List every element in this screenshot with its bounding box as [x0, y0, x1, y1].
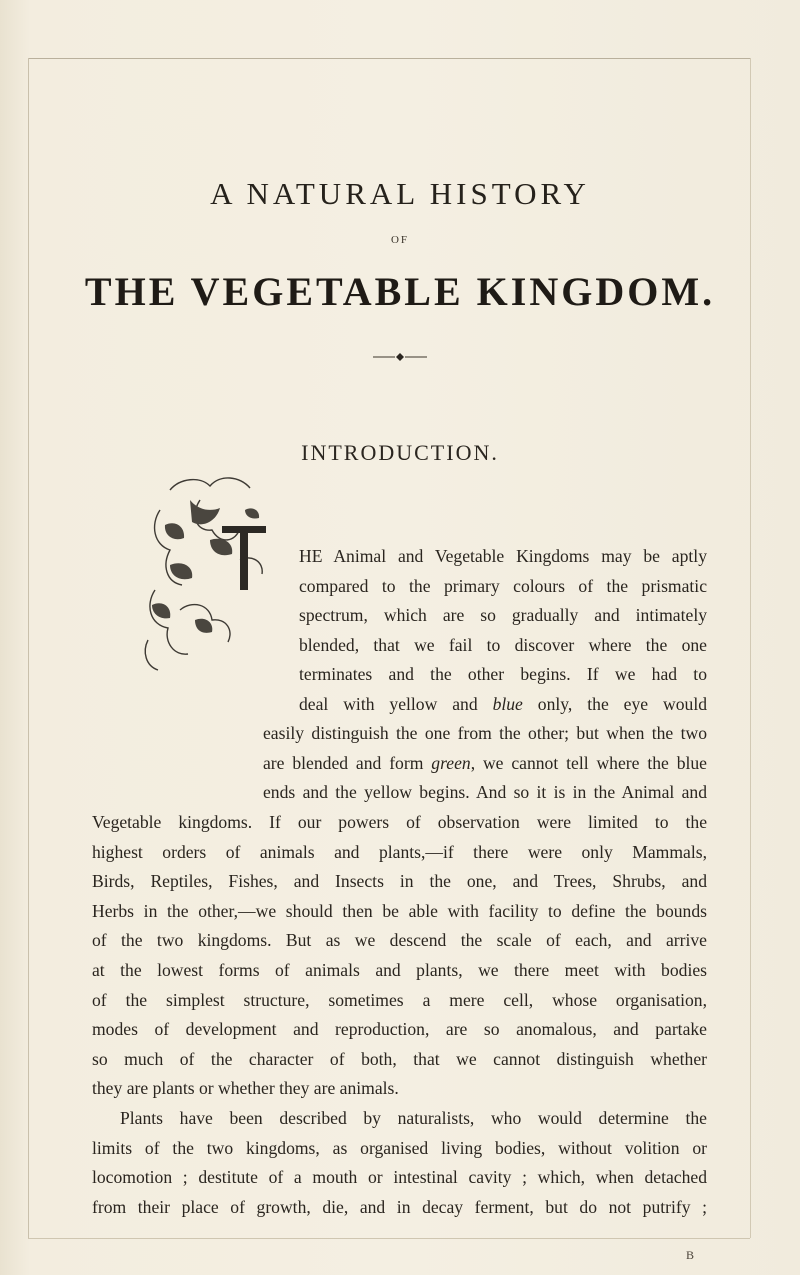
- text-line: HE Animal and Vegetable Kingdoms may be aptly: [299, 546, 707, 566]
- title-line-2: THE VEGETABLE KINGDOM.: [84, 269, 716, 314]
- text-line: of the simplest structure, sometimes a mere cell, whose organisation,: [92, 989, 707, 1010]
- mid-block: [263, 719, 707, 808]
- text-line: Birds, Reptiles, Fishes, and Insects in the one, and Trees, Shrubs, and: [92, 871, 707, 892]
- text-line: Herbs in the other,—we should then be able with facility to define the bounds: [92, 900, 707, 921]
- text-line: Vegetable kingdoms. If our powers of observation were limited to the: [92, 812, 707, 832]
- folio-signature: B: [686, 1248, 695, 1262]
- text-line: compared to the primary colours of the prismatic: [299, 575, 707, 596]
- text-line: ends and the yellow begins. And so it is in the Animal and: [263, 782, 707, 803]
- diamond-rule-ornament-icon: [373, 352, 427, 362]
- text-line: of the two kingdoms. But as we descend the scale of each, and arrive: [92, 930, 707, 951]
- text-line: highest orders of animals and plants,—if there were only Mammals,: [92, 841, 707, 862]
- text-line: at the lowest forms of animals and plants, we there meet with bodies: [92, 959, 707, 980]
- frame-rule-top: [28, 58, 750, 59]
- full-block: [92, 808, 707, 1104]
- text-line: blended, that we fail to discover where the one: [299, 634, 707, 655]
- text-line: are blended and form green, we cannot tell where the blue: [263, 752, 707, 773]
- text-line: locomotion ; destitute of a mouth or intestinal cavity ; which, when detached: [92, 1167, 707, 1188]
- text-line-last: they are plants or whether they are animals.: [92, 1078, 399, 1099]
- text-line: terminates and the other begins. If we had to: [299, 664, 707, 685]
- text-line: limits of the two kingdoms, as organised living bodies, without volition or: [92, 1137, 707, 1158]
- text-line: Plants have been described by naturalists, who would determine the: [120, 1108, 707, 1128]
- frame-rule-bottom: [28, 1238, 750, 1239]
- text-line: so much of the character of both, that we cannot distinguish whether: [92, 1048, 707, 1069]
- text-line: modes of development and reproduction, are so anomalous, and partake: [92, 1019, 707, 1040]
- text-line: deal with yellow and blue only, the eye would: [299, 693, 707, 714]
- text-line: easily distinguish the one from the other; but when the two: [263, 723, 707, 743]
- title-of: OF: [390, 234, 410, 246]
- text-line: spectrum, which are so gradually and intimately: [299, 605, 707, 626]
- foliage-initial-icon: [140, 470, 280, 682]
- indented-block: [299, 542, 707, 720]
- text-line: from their place of growth, die, and in decay ferment, but do not putrify ;: [92, 1196, 707, 1217]
- section-heading: INTRODUCTION.: [301, 440, 499, 465]
- title-line-1: A NATURAL HISTORY: [210, 176, 590, 211]
- paragraph-2: [92, 1104, 707, 1222]
